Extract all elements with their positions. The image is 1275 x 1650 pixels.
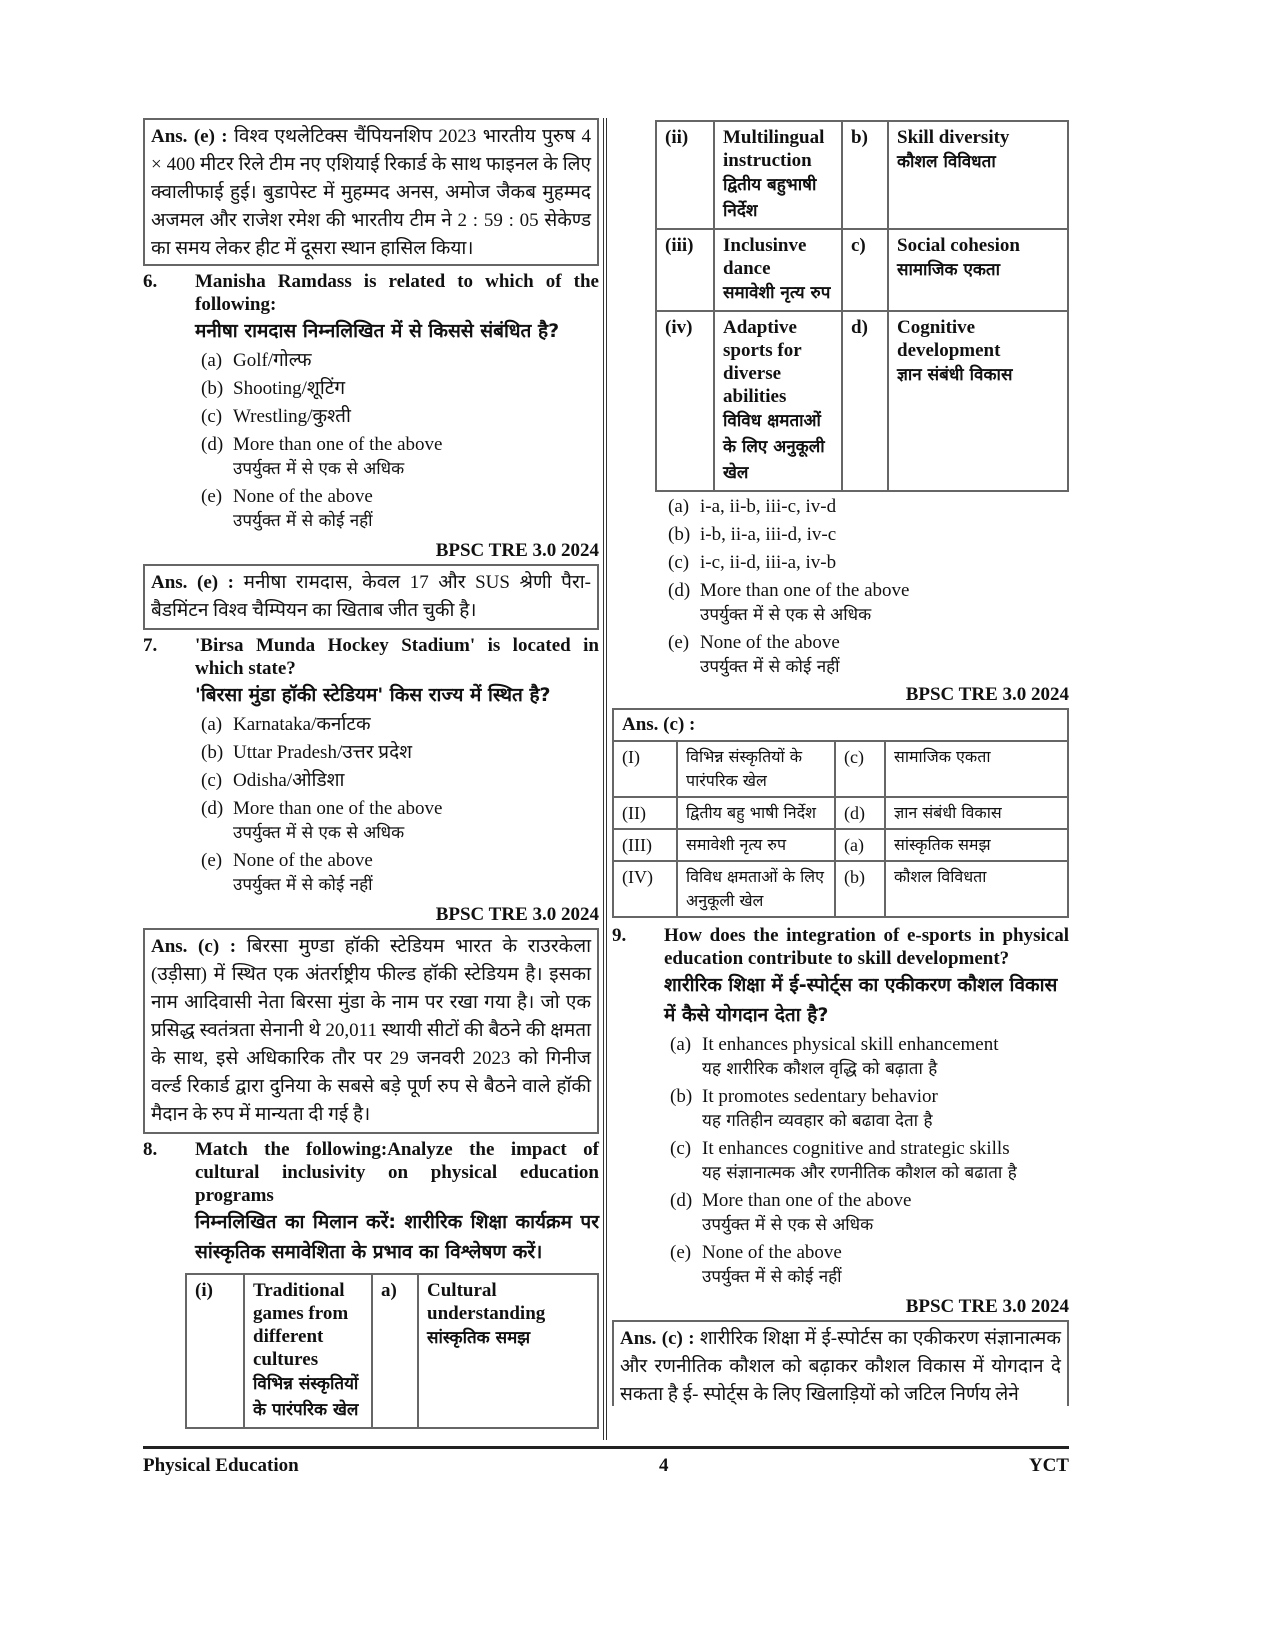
- option-item: [201, 484, 599, 533]
- answer-box-q6: [143, 564, 599, 630]
- option-item: [670, 1084, 1069, 1133]
- option-text-en: i-c, ii-d, iii-a, iv-b: [700, 552, 837, 573]
- match-row-number: (ii): [656, 121, 714, 229]
- option-text: [700, 630, 840, 679]
- option-text-en: More than one of the above: [700, 580, 910, 601]
- option-text: [702, 1136, 1017, 1185]
- option-text-en: It enhances cognitive and strategic skills: [702, 1138, 1010, 1159]
- option-text: [233, 768, 344, 793]
- option-item: [201, 740, 599, 765]
- question-text: 'Birsa Munda Hockey Stadium' is located in which state?: [195, 635, 599, 679]
- answer-row: [613, 797, 1068, 829]
- options-list: [670, 1032, 1069, 1289]
- match-value-hindi: सामाजिक एकता: [897, 260, 1001, 280]
- match-item: Adaptive sports for diverse abilities: [723, 317, 802, 407]
- option-text-hindi: उपर्युक्त में से कोई नहीं: [233, 511, 373, 531]
- question-number: 6.: [143, 271, 158, 292]
- options-list: [201, 712, 599, 897]
- option-label: (d): [201, 798, 224, 819]
- question-9: [612, 924, 1069, 1292]
- match-item: Traditional games from different cultures: [253, 1280, 349, 1370]
- option-text-en: None of the above: [233, 850, 373, 871]
- option-label: (a): [201, 714, 223, 735]
- option-text: [702, 1240, 842, 1289]
- match-value-hindi: सांस्कृतिक समझ: [427, 1328, 531, 1348]
- answer-row-item: द्वितीय बहु भाषी निर्देश: [677, 797, 835, 829]
- option-text: [702, 1084, 938, 1133]
- question-text-hindi: मनीषा रामदास निम्नलिखित में से किससे संबंधित है?: [195, 320, 560, 342]
- option-label: (b): [201, 378, 224, 399]
- option-label: (c): [668, 552, 690, 573]
- answer-row-match: सांस्कृतिक समझ: [885, 829, 1068, 861]
- option-item: [201, 848, 599, 897]
- column-divider: [603, 118, 607, 1440]
- question-6: [143, 270, 599, 536]
- match-item: Multilingual instruction: [723, 127, 825, 171]
- answer-row-key: (b): [835, 861, 885, 917]
- option-label: (b): [201, 742, 224, 763]
- question-text: Match the following:Analyze the impact of cultural inclusivity on physical education programs: [195, 1139, 599, 1206]
- answer-row-number: (I): [613, 741, 677, 797]
- option-label: (a): [668, 496, 690, 517]
- option-text-en: More than one of the above: [233, 798, 443, 819]
- match-item-hindi: द्वितीय बहुभाषी निर्देश: [723, 175, 817, 221]
- source-label: BPSC TRE 3.0 2024: [905, 1296, 1069, 1317]
- option-item: [668, 630, 1069, 679]
- option-item: [670, 1032, 1069, 1081]
- option-label: (c): [201, 406, 223, 427]
- match-row: [656, 229, 1068, 311]
- option-text: [702, 1032, 999, 1081]
- option-label: (a): [201, 350, 223, 371]
- answer-text: विश्व एथलेटिक्स चैंपियनशिप 2023 भारतीय पुरुष 4 × 400 मीटर रिले टीम नए एशियाई रिकार्ड के साथ फाइनल के लिए क्वालीफाई हुई। बुडापेस्ट में मुहम्मद अनस, अमोज जैकब मुहम्मद अजमल और राजेश रमेश की भारतीय टीम ने 2 : 59 : 05 सेकेण्ड का समय लेकर हीट में दूसरा स्थान हासिल किया।: [151, 126, 591, 259]
- option-text: [233, 848, 373, 897]
- option-text-en: Uttar Pradesh/उत्तर प्रदेश: [233, 742, 413, 763]
- option-text-en: Wrestling/कुश्ती: [233, 406, 351, 427]
- answer-row-number: (III): [613, 829, 677, 861]
- page-number: 4: [659, 1455, 669, 1476]
- option-text-en: Karnataka/कर्नाटक: [233, 714, 371, 735]
- option-item: [668, 550, 1069, 575]
- option-item: [201, 376, 599, 401]
- option-item: [201, 712, 599, 737]
- answer-box-q7: [143, 928, 599, 1134]
- option-item: [670, 1136, 1069, 1185]
- option-item: [668, 522, 1069, 547]
- option-text-hindi: यह शारीरिक कौशल वृद्धि को बढ़ाता है: [702, 1059, 938, 1079]
- option-item: [201, 796, 599, 845]
- answer-row-match: कौशल विविधता: [885, 861, 1068, 917]
- option-item: [668, 494, 1069, 519]
- option-text-en: More than one of the above: [233, 434, 443, 455]
- answer-lead: Ans. (c) :: [151, 936, 237, 957]
- option-text: [233, 376, 345, 401]
- question-text: How does the integration of e-sports in physical education contribute to skill development?: [664, 925, 1069, 969]
- match-item-hindi: समावेशी नृत्य रुप: [723, 283, 831, 303]
- match-value-hindi: कौशल विविधता: [897, 152, 996, 172]
- match-row-number: (iii): [656, 229, 714, 311]
- answer-text: बिरसा मुण्डा हॉकी स्टेडियम भारत के राउरकेला (उड़ीसा) में स्थित एक अंतर्राष्ट्रीय फील्ड हॉकी स्टेडियम है। इसका नाम आदिवासी नेता बिरसा मुंडा के नाम पर रखा गया है। जो एक प्रसिद्ध स्वतंत्रता सेनानी थे 20,011 स्थायी सीटों की बैठने की क्षमता के साथ, इसे अधिकारिक तौर पर 29 जनवरी 2023 को गिनीज वर्ल्ड रिकार्ड द्वारा दुनिया के सबसे बड़े पूर्ण रुप से बैठने वाले हॉकी मैदान के रुप में मान्यता दी गई है।: [151, 936, 591, 1125]
- option-label: (d): [201, 434, 224, 455]
- option-label: (c): [670, 1138, 692, 1159]
- match-value: Skill diversity: [897, 127, 1010, 148]
- answer-row-match: सामाजिक एकता: [885, 741, 1068, 797]
- option-text: [700, 522, 836, 547]
- option-text-hindi: उपर्युक्त में से एक से अधिक: [702, 1215, 874, 1235]
- option-text-en: Shooting/शूटिंग: [233, 378, 346, 399]
- footer-subject: Physical Education: [143, 1455, 299, 1476]
- question-text-hindi: 'बिरसा मुंडा हॉकी स्टेडियम' किस राज्य में स्थित है?: [195, 684, 551, 706]
- option-label: (e): [668, 632, 690, 653]
- match-value-hindi: ज्ञान संबंधी विकास: [897, 365, 1013, 385]
- question-number: 9.: [612, 925, 627, 946]
- match-item-hindi: विभिन्न संस्कृतियों के पारंपरिक खेल: [253, 1374, 359, 1420]
- answer-lead: Ans. (e) :: [151, 126, 228, 147]
- match-item-hindi: विविध क्षमताओं के लिए अनुकूली खेल: [723, 411, 825, 483]
- answer-row-item: विविध क्षमताओं के लिए अनुकूली खेल: [677, 861, 835, 917]
- option-label: (d): [670, 1190, 693, 1211]
- match-key: a): [372, 1274, 418, 1428]
- answer-row-key: (a): [835, 829, 885, 861]
- answer-box-q9: [612, 1320, 1069, 1406]
- match-row: [186, 1274, 598, 1428]
- option-text-en: Golf/गोल्फ: [233, 350, 312, 371]
- option-text: [233, 484, 373, 533]
- option-text-hindi: उपर्युक्त में से एक से अधिक: [700, 605, 872, 625]
- answer-row-match: ज्ञान संबंधी विकास: [885, 797, 1068, 829]
- answer-lead: Ans. (c) :: [613, 709, 1068, 741]
- match-row: [656, 121, 1068, 229]
- option-text: [233, 348, 312, 373]
- question-text-hindi: निम्नलिखित का मिलान करें: शारीरिक शिक्षा कार्यक्रम पर सांस्कृतिक समावेशिता के प्रभाव का विश्लेषण करें।: [195, 1211, 599, 1263]
- option-text-hindi: उपर्युक्त में से कोई नहीं: [700, 657, 840, 677]
- match-key: d): [842, 311, 888, 491]
- option-item: [670, 1240, 1069, 1289]
- option-label: (d): [668, 580, 691, 601]
- match-table-part1: [185, 1273, 599, 1429]
- option-text-en: It enhances physical skill enhancement: [702, 1034, 999, 1055]
- option-text-hindi: यह संज्ञानात्मक और रणनीतिक कौशल को बढाता है: [702, 1163, 1017, 1183]
- option-text-en: None of the above: [233, 486, 373, 507]
- option-text-en: Odisha/ओडिशा: [233, 770, 345, 791]
- option-text-hindi: यह गतिहीन व्यवहार को बढावा देता है: [702, 1111, 933, 1131]
- option-text-en: More than one of the above: [702, 1190, 912, 1211]
- option-item: [201, 432, 599, 481]
- question-8: [143, 1138, 599, 1267]
- match-key: c): [842, 229, 888, 311]
- page-footer: [143, 1446, 1069, 1477]
- option-text: [233, 432, 442, 481]
- match-row-number: (i): [186, 1274, 244, 1428]
- option-label: (a): [670, 1034, 692, 1055]
- option-item: [201, 404, 599, 429]
- answer-row-number: (II): [613, 797, 677, 829]
- match-item: Inclusinve dance: [723, 235, 807, 279]
- option-text: [700, 578, 909, 627]
- match-row-number: (iv): [656, 311, 714, 491]
- match-table-part2: [655, 120, 1069, 492]
- option-item: [670, 1188, 1069, 1237]
- match-key: b): [842, 121, 888, 229]
- option-label: (b): [668, 524, 691, 545]
- answer-text: शारीरिक शिक्षा में ई-स्पोर्टस का एकीकरण संज्ञानात्मक और रणनीतिक कौशल को बढ़ाकर कौशल विकास में योगदान दे सकता है ई- स्पोर्ट्स के लिए खिलाड़ियों को जटिल निर्णय लेने: [620, 1328, 1061, 1405]
- option-text: [233, 404, 351, 429]
- question-number: 8.: [143, 1139, 158, 1160]
- option-item: [668, 578, 1069, 627]
- answer-box-q5: [143, 118, 599, 266]
- left-column: [143, 118, 599, 1429]
- option-text-en: None of the above: [702, 1242, 842, 1263]
- answer-row: [613, 741, 1068, 797]
- option-item: [201, 348, 599, 373]
- answer-lead: Ans. (e) :: [151, 572, 234, 593]
- match-value: Cognitive development: [897, 317, 1001, 361]
- question-text-hindi: शारीरिक शिक्षा में ई-स्पोर्ट्स का एकीकरण कौशल विकास में कैसे योगदान देता है?: [664, 974, 1058, 1026]
- answer-lead: Ans. (c) :: [620, 1328, 695, 1349]
- option-label: (c): [201, 770, 223, 791]
- q8-options-list: [668, 494, 1069, 679]
- answer-row-key: (c): [835, 741, 885, 797]
- answer-row-item: विभिन्न संस्कृतियों के पारंपरिक खेल: [677, 741, 835, 797]
- option-label: (e): [201, 486, 223, 507]
- options-list: [201, 348, 599, 533]
- answer-row-item: समावेशी नृत्य रुप: [677, 829, 835, 861]
- answer-row: [613, 861, 1068, 917]
- footer-publisher: YCT: [1028, 1455, 1069, 1476]
- option-text: [700, 494, 836, 519]
- answer-row-key: (d): [835, 797, 885, 829]
- match-value: Cultural understanding: [427, 1280, 546, 1324]
- answer-text: मनीषा रामदास, केवल 17 और SUS श्रेणी पैरा-बैडमिंटन विश्व चैम्पियन का खिताब जीत चुकी है।: [151, 572, 591, 621]
- option-text-hindi: उपर्युक्त में से एक से अधिक: [233, 459, 405, 479]
- source-label: BPSC TRE 3.0 2024: [905, 684, 1069, 705]
- option-text: [700, 550, 836, 575]
- match-value: Social cohesion: [897, 235, 1020, 256]
- source-label: BPSC TRE 3.0 2024: [435, 904, 599, 925]
- option-text-hindi: उपर्युक्त में से कोई नहीं: [702, 1267, 842, 1287]
- right-column: [612, 118, 1069, 1406]
- option-text: [702, 1188, 911, 1237]
- source-label: BPSC TRE 3.0 2024: [435, 540, 599, 561]
- option-text-hindi: उपर्युक्त में से कोई नहीं: [233, 875, 373, 895]
- option-text-en: None of the above: [700, 632, 840, 653]
- option-text-en: i-b, ii-a, iii-d, iv-c: [700, 524, 837, 545]
- answer-row: [613, 829, 1068, 861]
- option-text: [233, 796, 442, 845]
- answer-row-number: (IV): [613, 861, 677, 917]
- option-text: [233, 740, 412, 765]
- option-item: [201, 768, 599, 793]
- match-row: [656, 311, 1068, 491]
- option-text-en: i-a, ii-b, iii-c, iv-d: [700, 496, 837, 517]
- question-text: Manisha Ramdass is related to which of the following:: [195, 271, 599, 315]
- answer-table-q8: [612, 708, 1069, 918]
- option-label: (e): [201, 850, 223, 871]
- option-label: (b): [670, 1086, 693, 1107]
- question-7: [143, 634, 599, 900]
- question-number: 7.: [143, 635, 158, 656]
- option-text-hindi: उपर्युक्त में से एक से अधिक: [233, 823, 405, 843]
- option-text: [233, 712, 371, 737]
- option-text-en: It promotes sedentary behavior: [702, 1086, 938, 1107]
- option-label: (e): [670, 1242, 692, 1263]
